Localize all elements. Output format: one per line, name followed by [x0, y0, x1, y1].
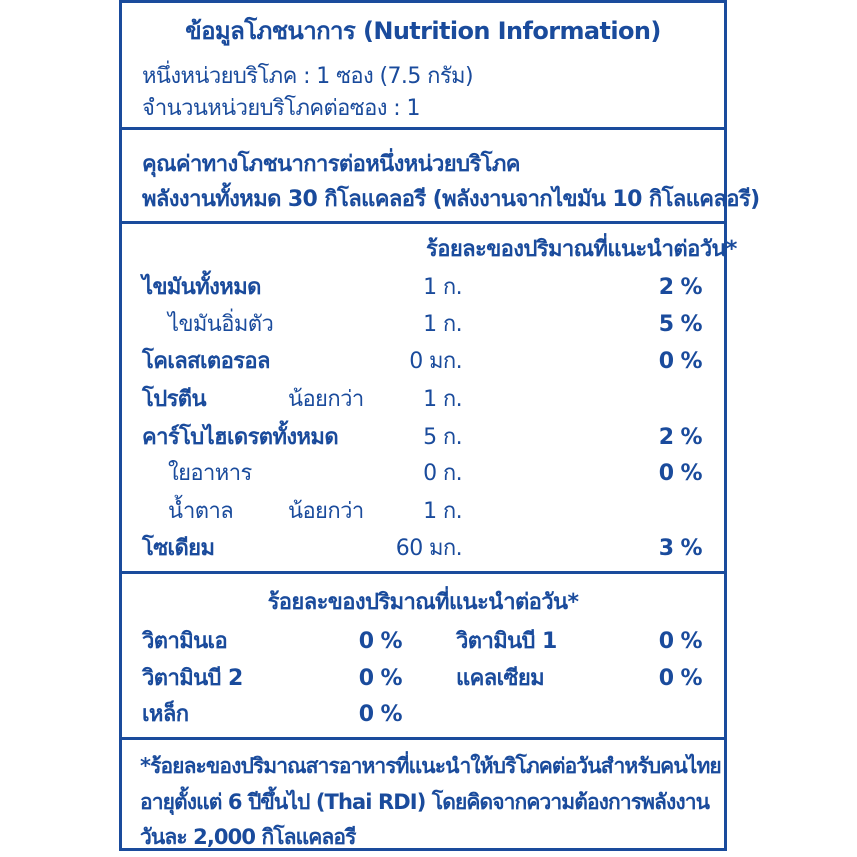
- energy-heading: คุณค่าทางโภชนาการต่อหนึ่งหน่วยบริโภค: [142, 152, 520, 177]
- rdi-column-header: ร้อยละของปริมาณที่แนะนำต่อวัน*: [426, 237, 737, 262]
- nutrition-label: [119, 0, 760, 851]
- nutrient-percent: 0 %: [658, 349, 702, 374]
- nutrient-name: คาร์โบไฮเดรตทั้งหมด: [142, 425, 339, 450]
- nutrient-qualifier: น้อยกว่า: [288, 387, 364, 412]
- vitamin-name: แคลเซียม: [456, 666, 545, 691]
- footnote-line-3: วันละ 2,000 กิโลแคลอรี: [140, 825, 356, 849]
- nutrient-amount: 1 ก.: [423, 312, 462, 337]
- vitamin-percent: 0 %: [358, 702, 402, 727]
- vitamin-percent: 0 %: [358, 666, 402, 691]
- vitamin-percent: 0 %: [658, 666, 702, 691]
- nutrient-amount: 0 ก.: [423, 461, 462, 486]
- divider-1: [122, 127, 724, 130]
- nutrient-percent: 2 %: [658, 275, 702, 300]
- footnote-line-2: อายุตั้งแต่ 6 ปีขึ้นไป (Thai RDI) โดยคิดจากความต้องการพลังงาน: [140, 790, 710, 814]
- nutrient-amount: 60 มก.: [395, 536, 462, 561]
- nutrient-name: โคเลสเตอรอล: [142, 349, 270, 374]
- nutrient-percent: 2 %: [658, 425, 702, 450]
- divider-2: [122, 221, 724, 224]
- nutrient-amount: 1 ก.: [423, 387, 462, 412]
- vitamin-percent: 0 %: [358, 629, 402, 654]
- vitamin-name: วิตามินบี 2: [142, 666, 243, 691]
- nutrient-amount: 5 ก.: [423, 425, 462, 450]
- vitamins-header: ร้อยละของปริมาณที่แนะนำต่อวัน*: [267, 590, 579, 615]
- nutrient-name: โปรตีน: [142, 387, 206, 412]
- nutrient-percent: 3 %: [658, 536, 702, 561]
- servings-per-pack: จำนวนหน่วยบริโภคต่อซอง : 1: [142, 96, 420, 121]
- nutrient-amount: 0 มก.: [409, 349, 462, 374]
- vitamin-percent: 0 %: [658, 629, 702, 654]
- serving-size: หนึ่งหน่วยบริโภค : 1 ซอง (7.5 กรัม): [142, 64, 473, 89]
- footnote-line-1: *ร้อยละของปริมาณสารอาหารที่แนะนำให้บริโภคต่อวันสำหรับคนไทย: [140, 754, 721, 778]
- energy-total: พลังงานทั้งหมด 30 กิโลแคลอรี (พลังงานจากไขมัน 10 กิโลแคลอรี): [142, 187, 760, 212]
- vitamin-name: วิตามินเอ: [142, 629, 228, 654]
- divider-3: [122, 571, 724, 574]
- nutrient-qualifier: น้อยกว่า: [288, 499, 364, 524]
- nutrient-percent: 5 %: [658, 312, 702, 337]
- label-title: ข้อมูลโภชนาการ (Nutrition Information): [185, 17, 661, 45]
- nutrient-percent: 0 %: [658, 461, 702, 486]
- nutrient-name: น้ำตาล: [168, 499, 234, 524]
- nutrient-amount: 1 ก.: [423, 499, 462, 524]
- nutrient-name: โซเดียม: [142, 536, 215, 561]
- nutrient-name: ใยอาหาร: [168, 461, 252, 486]
- nutrient-amount: 1 ก.: [423, 275, 462, 300]
- vitamin-name: วิตามินบี 1: [456, 629, 557, 654]
- vitamin-name: เหล็ก: [142, 702, 189, 727]
- nutrient-name: ไขมันทั้งหมด: [142, 275, 261, 300]
- divider-4: [122, 737, 724, 740]
- nutrient-name: ไขมันอิ่มตัว: [168, 312, 274, 337]
